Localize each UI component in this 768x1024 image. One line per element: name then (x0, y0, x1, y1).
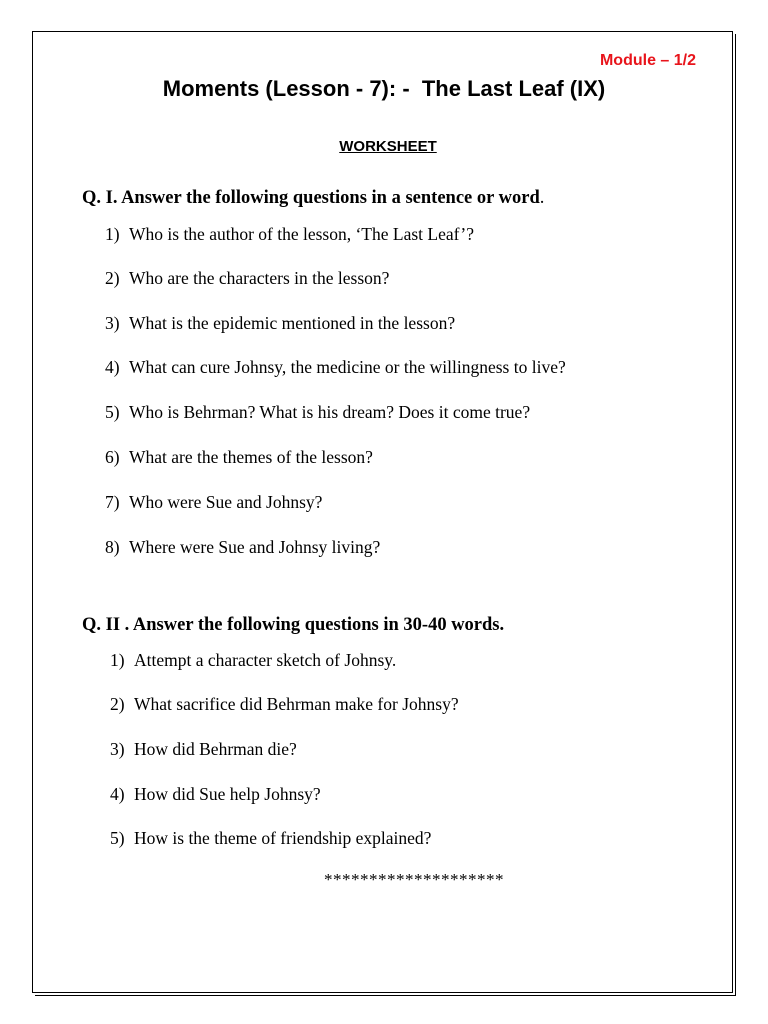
section-1-heading (82, 188, 544, 209)
question-text: What can cure Johnsy, the medicine or the willingness to live? (129, 357, 566, 377)
section-1-question (105, 357, 566, 378)
section-1-question (105, 402, 530, 423)
question-number: 4) (110, 784, 125, 804)
question-number: 5) (105, 402, 120, 422)
question-number: 2) (110, 694, 125, 714)
question-number: 7) (105, 492, 120, 512)
section-1-question (105, 313, 455, 334)
question-number: 1) (105, 224, 120, 244)
section-1-question (105, 268, 389, 289)
section-2-heading: Q. II . Answer the following questions in 30-40 words. (82, 615, 505, 635)
section-1-question (105, 492, 322, 513)
question-text: How is the theme of friendship explained? (134, 828, 432, 848)
lesson-title: Moments (Lesson - 7): - The Last Leaf (IX) (162, 76, 606, 101)
question-text: What is the epidemic mentioned in the lesson? (129, 313, 456, 333)
section-1-heading-period: . (539, 188, 545, 208)
section-1-heading-text: Q. I. Answer the following questions in a sentence or word (82, 188, 540, 208)
question-text: How did Sue help Johnsy? (134, 784, 321, 804)
question-number: 4) (105, 357, 120, 377)
question-text: Where were Sue and Johnsy living? (129, 537, 381, 557)
question-text: Who is the author of the lesson, ‘The Last Leaf’? (129, 224, 475, 244)
section-1-question (105, 447, 373, 468)
section-2-question (110, 828, 431, 849)
question-text: Attempt a character sketch of Johnsy. (134, 650, 397, 670)
question-text: Who is Behrman? What is his dream? Does it come true? (129, 402, 531, 422)
question-text: Who are the characters in the lesson? (129, 268, 390, 288)
module-label: Module – 1/2 (599, 52, 696, 69)
question-number: 6) (105, 447, 120, 467)
worksheet-label: WORKSHEET (339, 138, 437, 155)
question-number: 3) (105, 313, 120, 333)
section-1-question (105, 537, 380, 558)
question-number: 3) (110, 739, 125, 759)
section-1-question (105, 224, 474, 245)
section-2-question (110, 784, 321, 805)
section-2-question (110, 694, 459, 715)
question-number: 1) (110, 650, 125, 670)
section-2-question (110, 739, 297, 760)
question-text: What are the themes of the lesson? (129, 447, 373, 467)
question-text: How did Behrman die? (134, 739, 297, 759)
question-number: 8) (105, 537, 120, 557)
section-2-question (110, 650, 396, 671)
question-text: What sacrifice did Behrman make for Johnsy? (134, 694, 459, 714)
separator-stars: ******************** (324, 870, 504, 889)
question-text: Who were Sue and Johnsy? (129, 492, 323, 512)
question-number: 2) (105, 268, 120, 288)
question-number: 5) (110, 828, 125, 848)
